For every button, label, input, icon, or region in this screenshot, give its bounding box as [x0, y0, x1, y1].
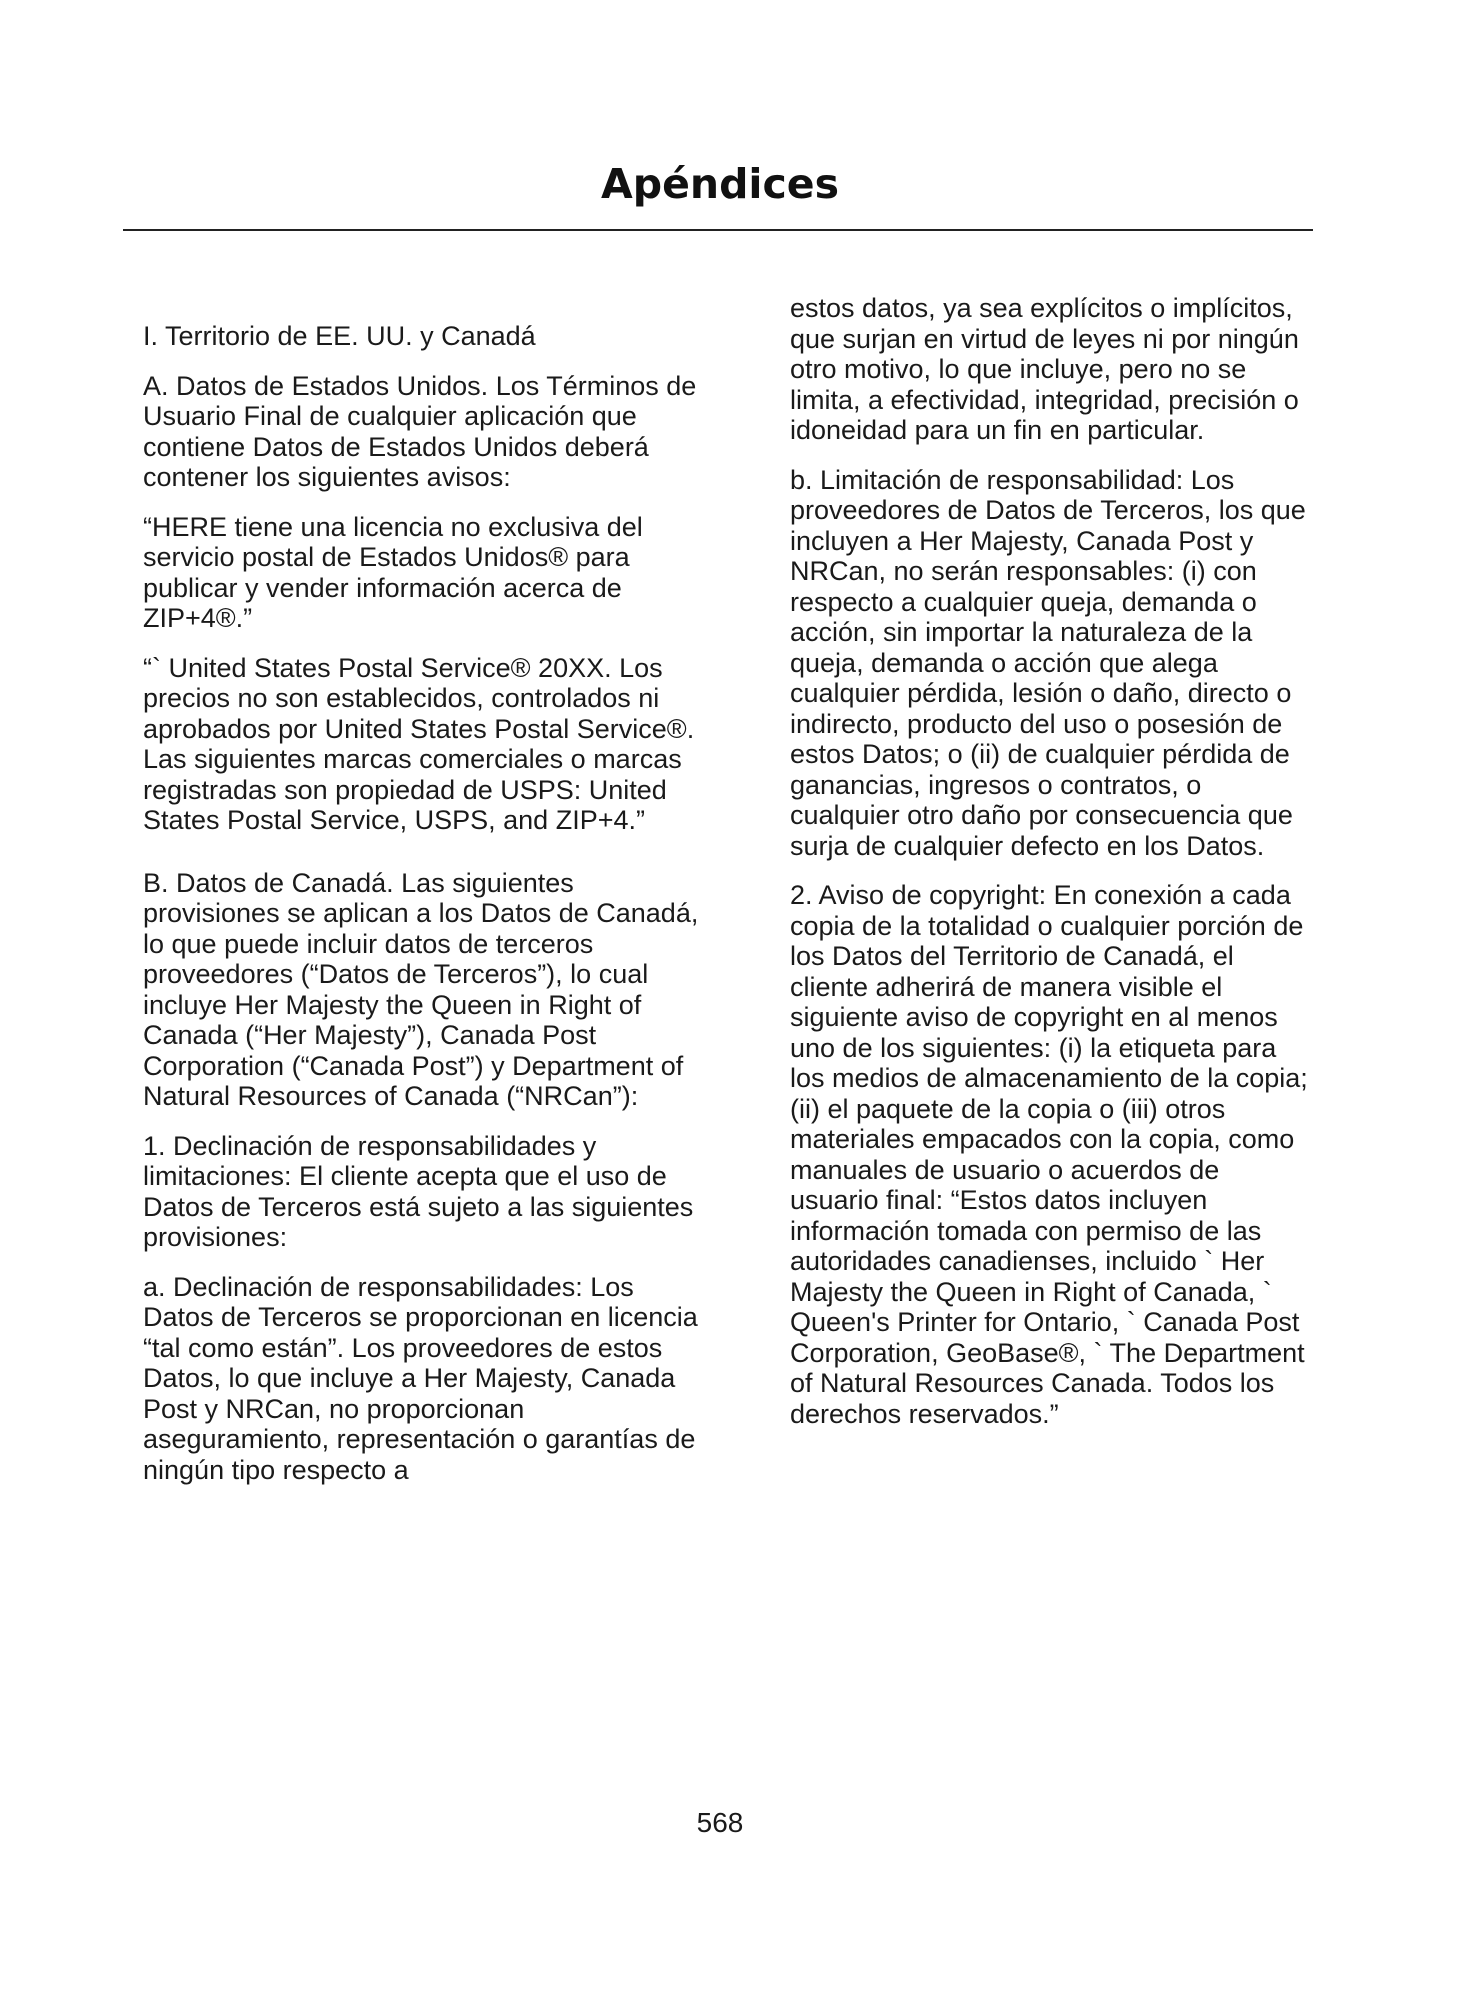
page-title: Apéndices: [601, 160, 839, 208]
title-divider: [123, 229, 1313, 231]
paragraph-disclaimer-continued: estos datos, ya sea explícitos o implícitos, que surjan en virtud de leyes ni por ningún otro motivo, lo que incluye, pero no se limita, a efectividad, integridad, precisión o idoneidad para un fin en particular.: [790, 293, 1299, 445]
paragraph-here-license-quote: “HERE tiene una licencia no exclusiva del servicio postal de Estados Unidos® para publicar y vender información acerca de ZIP+4®.”: [143, 511, 643, 633]
paragraph-disclaimer-of-responsibility: a. Declinación de responsabilidades: Los Datos de Terceros se proporcionan en licencia “tal como están”. Los proveedores de estos Datos, lo que incluye a Her Majesty, Canada Post y NRCan, no proporcionan aseguramiento, representación o garantías de ningún tipo respecto a: [143, 1271, 698, 1485]
right-column: [790, 293, 1310, 1429]
paragraph-usps-quote: “` United States Postal Service® 20XX. Los precios no son establecidos, controlados ni aprobados por United States Postal Service®. Las siguientes marcas comerciales o marcas registradas son propiedad de USPS: United States Postal Service, USPS, and ZIP+4.”: [143, 652, 695, 835]
page-number: 568: [696, 1807, 744, 1838]
paragraph-us-data: A. Datos de Estados Unidos. Los Términos de Usuario Final de cualquier aplicación que contiene Datos de Estados Unidos deberá contener los siguientes avisos:: [143, 370, 697, 492]
paragraph-copyright-notice: 2. Aviso de copyright: En conexión a cada copia de la totalidad o cualquier porción de los Datos del Territorio de Canadá, el cliente adherirá de manera visible el siguiente aviso de copyright en al menos uno de los siguientes: (i) la etiqueta para los medios de almacenamiento de la copia; (ii) el paquete de la copia o (iii) otros materiales empacados con la copia, como manuales de usuario o acuerdos de usuario final: “Estos datos incluyen información tomada con permiso de las autoridades canadienses, incluido ` Her Majesty the Queen in Right of Canada, ` Queen's Printer for Ontario, ` Canada Post Corporation, GeoBase®, ` The Department of Natural Resources Canada. Todos los derechos reservados.”: [790, 880, 1308, 1429]
left-column: [143, 321, 703, 1485]
paragraph-canada-data: B. Datos de Canadá. Las siguientes provisiones se aplican a los Datos de Canadá, lo que puede incluir datos de terceros proveedores (“Datos de Terceros”), lo cual incluye Her Majesty the Queen in Right of Canada (“Her Majesty”), Canada Post Corporation (“Canada Post”) y Department of Natural Resources of Canada (“NRCan”):: [143, 867, 699, 1111]
paragraph-disclaimers-limitations: 1. Declinación de responsabilidades y limitaciones: El cliente acepta que el uso de Datos de Terceros está sujeto a las siguientes provisiones:: [143, 1130, 694, 1252]
paragraph-limitation-of-liability: b. Limitación de responsabilidad: Los proveedores de Datos de Terceros, los que incluyen a Her Majesty, Canada Post y NRCan, no serán responsables: (i) con respecto a cualquier queja, demanda o acción, sin importar la naturaleza de la queja, demanda o acción que alega cualquier pérdida, lesión o daño, directo o indirecto, producto del uso o posesión de estos Datos; o (ii) de cualquier pérdida de ganancias, ingresos o contratos, o cualquier otro daño por consecuencia que surja de cualquier defecto en los Datos.: [790, 464, 1306, 861]
section-heading-territory: I. Territorio de EE. UU. y Canadá: [143, 321, 536, 351]
